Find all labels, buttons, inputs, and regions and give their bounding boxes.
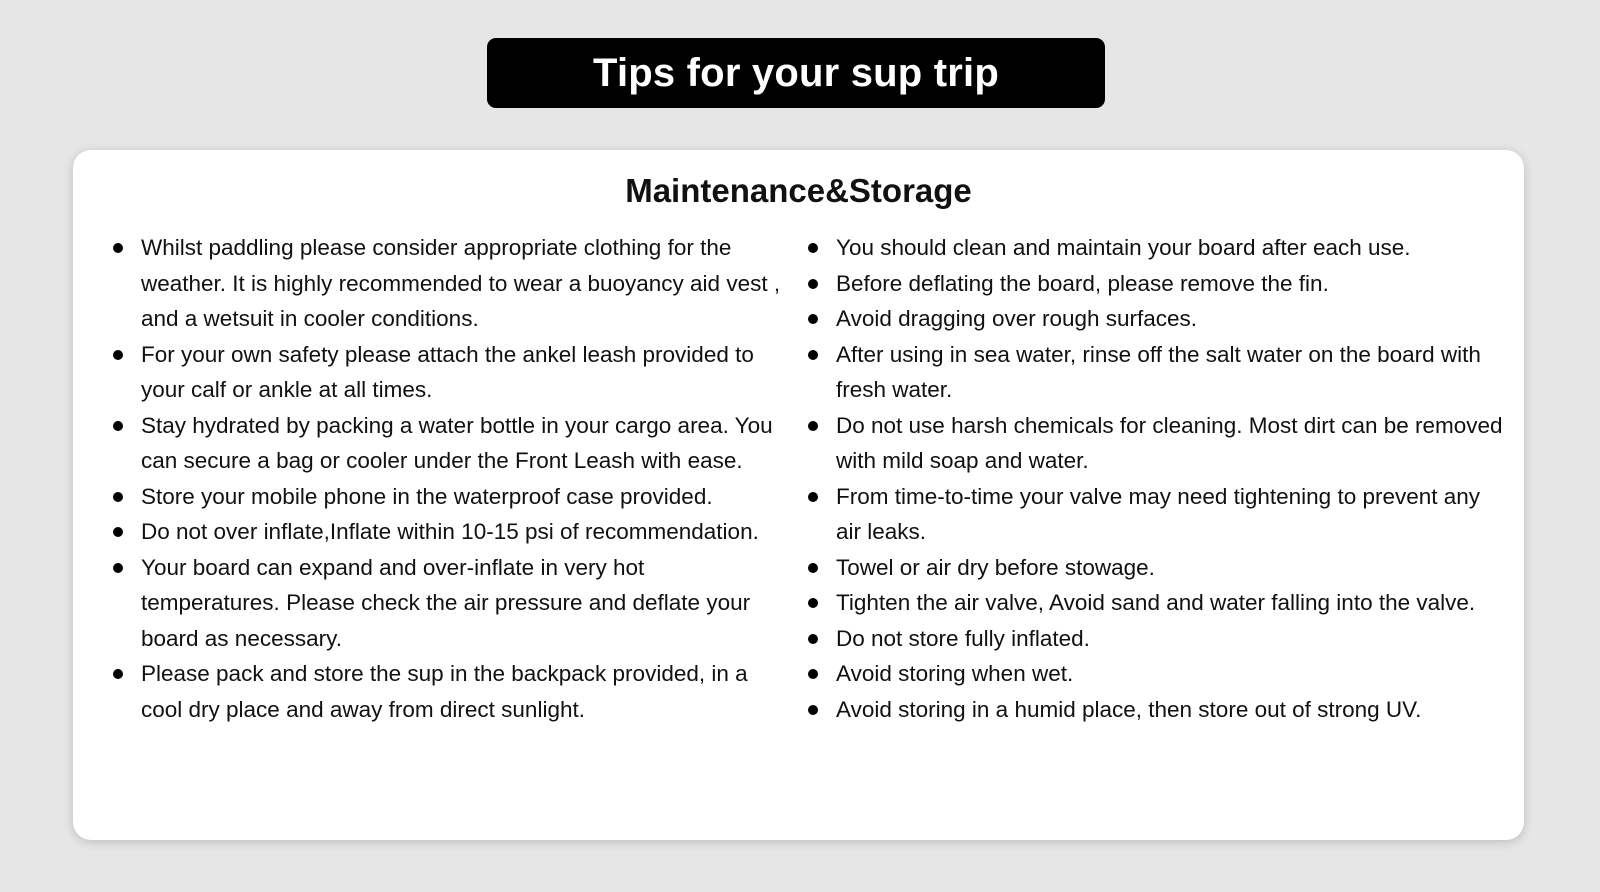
list-item [110, 656, 785, 727]
tip-text: Before deflating the board, please remove the fin. [836, 270, 1329, 296]
bullet-icon [808, 350, 818, 360]
list-item [110, 408, 785, 479]
page-title: Tips for your sup trip [593, 50, 999, 95]
bullet-icon [808, 563, 818, 573]
list-item [805, 585, 1505, 621]
tip-text: Towel or air dry before stowage. [836, 554, 1155, 580]
list-item [805, 621, 1505, 657]
list-item [805, 550, 1505, 586]
list-item [110, 230, 785, 337]
bullet-icon [808, 705, 818, 715]
bullet-icon [808, 279, 818, 289]
list-item [805, 479, 1505, 550]
bullet-icon [113, 243, 123, 253]
list-item [110, 337, 785, 408]
section-heading: Maintenance&Storage [625, 172, 972, 209]
list-item [805, 230, 1505, 266]
bullet-icon [113, 563, 123, 573]
bullet-icon [808, 314, 818, 324]
bullet-icon [113, 350, 123, 360]
list-item [110, 550, 785, 657]
tip-text: From time-to-time your valve may need tightening to prevent any air leaks. [836, 483, 1481, 544]
tip-text: Store your mobile phone in the waterproof case provided. [141, 483, 713, 509]
bullet-icon [113, 492, 123, 502]
bullet-icon [808, 634, 818, 644]
bullet-icon [808, 243, 818, 253]
tip-text: Your board can expand and over-inflate in very hot temperatures. Please check the air pressure and deflate your board as necessary. [141, 554, 751, 651]
list-item [110, 514, 785, 550]
bullet-icon [808, 492, 818, 502]
bullet-icon [113, 421, 123, 431]
tip-text: Please pack and store the sup in the backpack provided, in a cool dry place and away from direct sunlight. [141, 661, 748, 722]
tip-text: For your own safety please attach the ankel leash provided to your calf or ankle at all times. [141, 341, 754, 402]
tip-text: Stay hydrated by packing a water bottle in your cargo area. You can secure a bag or cooler under the Front Leash with ease. [141, 412, 773, 473]
bullet-icon [808, 669, 818, 679]
list-item [805, 301, 1505, 337]
tip-text: Avoid storing when wet. [836, 661, 1074, 686]
list-item [805, 656, 1505, 692]
tip-text: Do not use harsh chemicals for cleaning. Most dirt can be removed with mild soap and water. [836, 412, 1503, 473]
list-item [805, 408, 1505, 479]
bullet-icon [808, 598, 818, 608]
tip-text: Avoid dragging over rough surfaces. [836, 306, 1198, 331]
tips-card [73, 150, 1524, 840]
list-item [805, 266, 1505, 302]
tips-list-left [110, 230, 785, 727]
bullet-icon [113, 527, 123, 537]
tip-text: Do not over inflate,Inflate within 10-15 psi of recommendation. [141, 519, 759, 544]
bullet-icon [808, 421, 818, 431]
tip-text: You should clean and maintain your board after each use. [836, 235, 1411, 260]
title-banner [487, 38, 1105, 108]
tip-text: Tighten the air valve, Avoid sand and water falling into the valve. [836, 590, 1476, 615]
list-item [805, 337, 1505, 408]
tip-text: After using in sea water, rinse off the salt water on the board with fresh water. [836, 341, 1481, 402]
tip-text: Do not store fully inflated. [836, 625, 1090, 651]
tip-text: Avoid storing in a humid place, then store out of strong UV. [836, 696, 1422, 722]
list-item [805, 692, 1505, 728]
tips-list-right [805, 230, 1505, 727]
tip-text: Whilst paddling please consider appropriate clothing for the weather. It is highly recommended to wear a buoyancy aid vest , and a wetsuit in cooler conditions. [141, 235, 781, 331]
list-item [110, 479, 785, 515]
bullet-icon [113, 669, 123, 679]
